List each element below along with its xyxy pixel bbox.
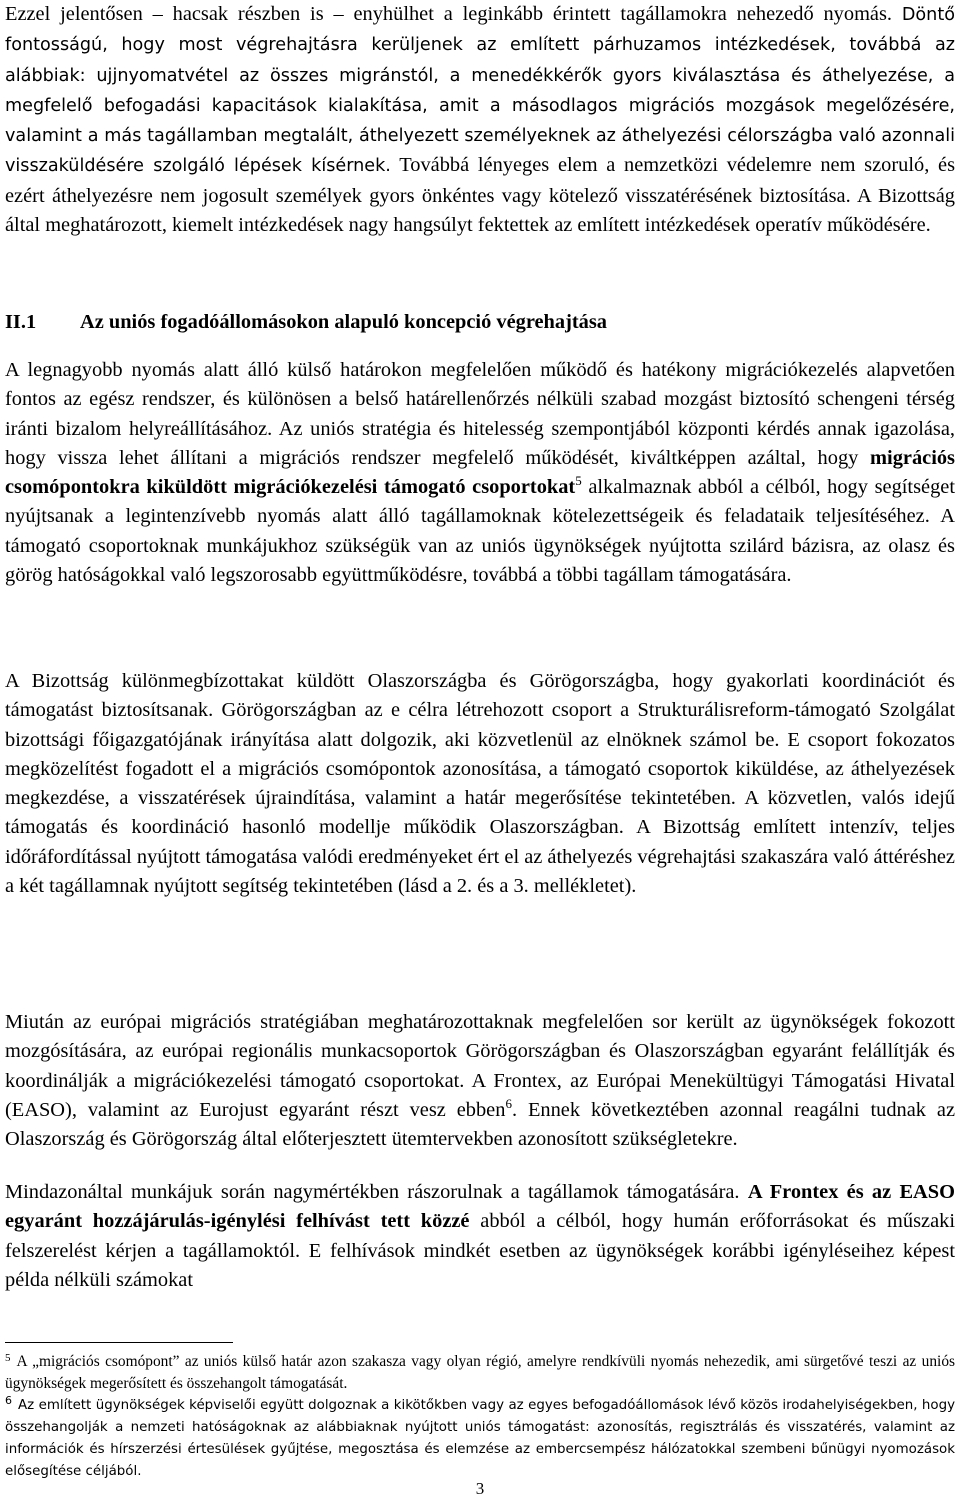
- top-paragraph-sentence-1: Ezzel jelentősen – hacsak részben is – enyhülhet a leginkább érintett tagállamokra nehezedő nyomás.: [5, 3, 893, 25]
- footnote-5-text: A „migrációs csomópont” az uniós külső határ azon szakasza vagy olyan régió, amelyre rendkívüli nyomás nehezedik, ami sürgetővé teszi az uniós ügynökségek megerősített és összehangolt támogatását.: [5, 1353, 955, 1392]
- top-paragraph: [5, 0, 955, 240]
- paragraph-3-text-a: Miután az európai migrációs stratégiában meghatározottaknak megfelelően sor került az ügynökségek fokozott mozgósítására, az európai regionális munkacsoportok Görögországban és Olaszországban egyaránt felállítják és koordinálják a migrációkezelési támogató csoportokat. A Frontex, az Európai Menekültügyi Támogatási Hivatal (EASO), valamint az Eurojust egyaránt részt vesz ebben: [5, 1011, 955, 1121]
- paragraph-1-text-a: A legnagyobb nyomás alatt álló külső határokon megfelelően működő és hatékony migrációkezelés alapvetően fontos az egész rendszer, és különösen a belső határellenőrzés nélküli szabad mozgást biztosító schengeni térség iránti bizalom helyreállításához. Az uniós stratégia és hitelesség szempontjából központi kérdés annak igazolása, hogy vissza lehet állítani a migrációs rendszer megfelelő működését, kiváltképpen azáltal, hogy: [5, 359, 955, 469]
- footnotes: [5, 1351, 955, 1483]
- top-paragraph-sentence-3: Továbbá lényeges elem a nemzetközi védelemre nem szoruló, és ezért áthelyezésre nem jogosult személyek gyors önkéntes vagy kötelező visszatérésének biztosítása.: [5, 154, 956, 207]
- footnote-6: [5, 1395, 955, 1483]
- section-heading: [5, 308, 955, 337]
- paragraph-1: [5, 356, 955, 590]
- paragraph-4-text-b: abból a célból, hogy humán erőforrásokat és műszaki felszerelést kérjen a tagállamoktól. E felhívások mindkét esetben az ügynökségek korábbi igényléseihez képest példa nélküli számokat: [5, 1210, 955, 1291]
- paragraph-1-text-b: alkalmaznak abból a célból, hogy segítséget nyújtsanak a legintenzívebb nyomás alatt álló tagállamoknak kötelezettségeik és feladataik teljesítéséhez. A támogató csoportoknak munkájukhoz szükségük van az uniós ügynökségek nyújtotta szilárd bázisra, az olasz és görög hatóságokkal való legszorosabb együttműködésre, továbbá a többi tagállam támogatására.: [5, 476, 955, 587]
- footnote-ref-6[interactable]: 6: [505, 1095, 512, 1111]
- top-paragraph-sentence-4: A Bizottság által meghatározott, kiemelt intézkedések nagy hangsúlyt fektettek az említett intézkedések operatív működésére.: [5, 184, 955, 237]
- section-title: Az uniós fogadóállomásokon alapuló koncepció végrehajtása: [80, 311, 608, 333]
- paragraph-4-bold: A Frontex és az EASO egyaránt hozzájárulás-igénylési felhívást tett közzé: [5, 1181, 955, 1233]
- paragraph-1-bold: migrációs csomópontokra kiküldött migrációkezelési támogató csoportokat: [5, 446, 955, 499]
- paragraph-3: [5, 1008, 955, 1154]
- paragraph-4-text-a: Mindazonáltal munkájuk során nagymértékben rászorulnak a tagállamok támogatására.: [5, 1181, 740, 1203]
- section-number: II.1: [5, 311, 37, 333]
- footnote-6-number: 6: [5, 1394, 12, 1407]
- paragraph-4: [5, 1178, 955, 1295]
- footnote-ref-5[interactable]: 5: [575, 473, 582, 489]
- top-paragraph-sentence-2: Döntő fontosságú, hogy most végrehajtásra kerüljenek az említett párhuzamos intézkedések, továbbá az alábbiak: ujjnyomatvétel az összes migránstól, a menedékkérők gyors kiválasztása és áthelyezése, a megfelelő befogadási kapacitások kialakítása, amit a másodlagos migrációs mozgások megelőzésére, valamint a más tagállamban megtalált, áthelyezett személyeknek az áthelyezési célországba való azonnali visszaküldésére szolgáló lépések kísérnek.: [5, 5, 955, 177]
- footnote-5-number: 5: [5, 1352, 11, 1364]
- page-number: 3: [475, 1479, 485, 1498]
- paragraph-2: A Bizottság különmegbízottakat küldött Olaszországba és Görögországba, hogy gyakorlati koordinációt és támogatást biztosítsanak. Görögországban az e célra létrehozott csoport a Strukturálisreform-támogató Szolgálat bizottsági főigazgatójának irányítása alatt dolgozik, aki közvetlenül az elnöknek számol be. E csoport fokozatos megközelítést fogadott el a migrációs csomópontok azonosítása, a támogató csoportok kiküldése, az áthelyezések megkezdése, a visszatérések újraindítása, valamint a határ megerősítése tekintetében. A közvetlen, valós idejű támogatás és koordináció hasonló modellje működik Olaszországban. A Bizottság említett intenzív, teljes időráfordítással nyújtott támogatása valódi eredményeket ért el az áthelyezés végrehajtási szakaszára való áttéréshez a két tagállamnak nyújtott segítség tekintetében (lásd a 2. és a 3. mellékletet).: [5, 670, 955, 898]
- paragraph-3-text-b: . Ennek következtében azonnal reagálni tudnak az Olaszország és Görögország által előterjesztett ütemtervekben azonosított szükségletekre.: [5, 1098, 955, 1151]
- footnote-6-text: Az említett ügynökségek képviselői együtt dolgoznak a kikötőkben vagy az egyes befogadóállomások lévő közös irodahelyiségekben, hogy összehangolják a nemzeti hatóságoknak az alábbiaknak nyújtott uniós támogatást: azonosítás, regisztrálás és visszatérés, valamint az információk és hírszerzési értesülések gyűjtése, megosztása és elemzése az embercsempész hálózatokkal szembeni bűnügyi nyomozások elősegítése céljából.: [5, 1398, 955, 1479]
- footnote-divider: [5, 1342, 233, 1343]
- footnote-5: [5, 1351, 955, 1395]
